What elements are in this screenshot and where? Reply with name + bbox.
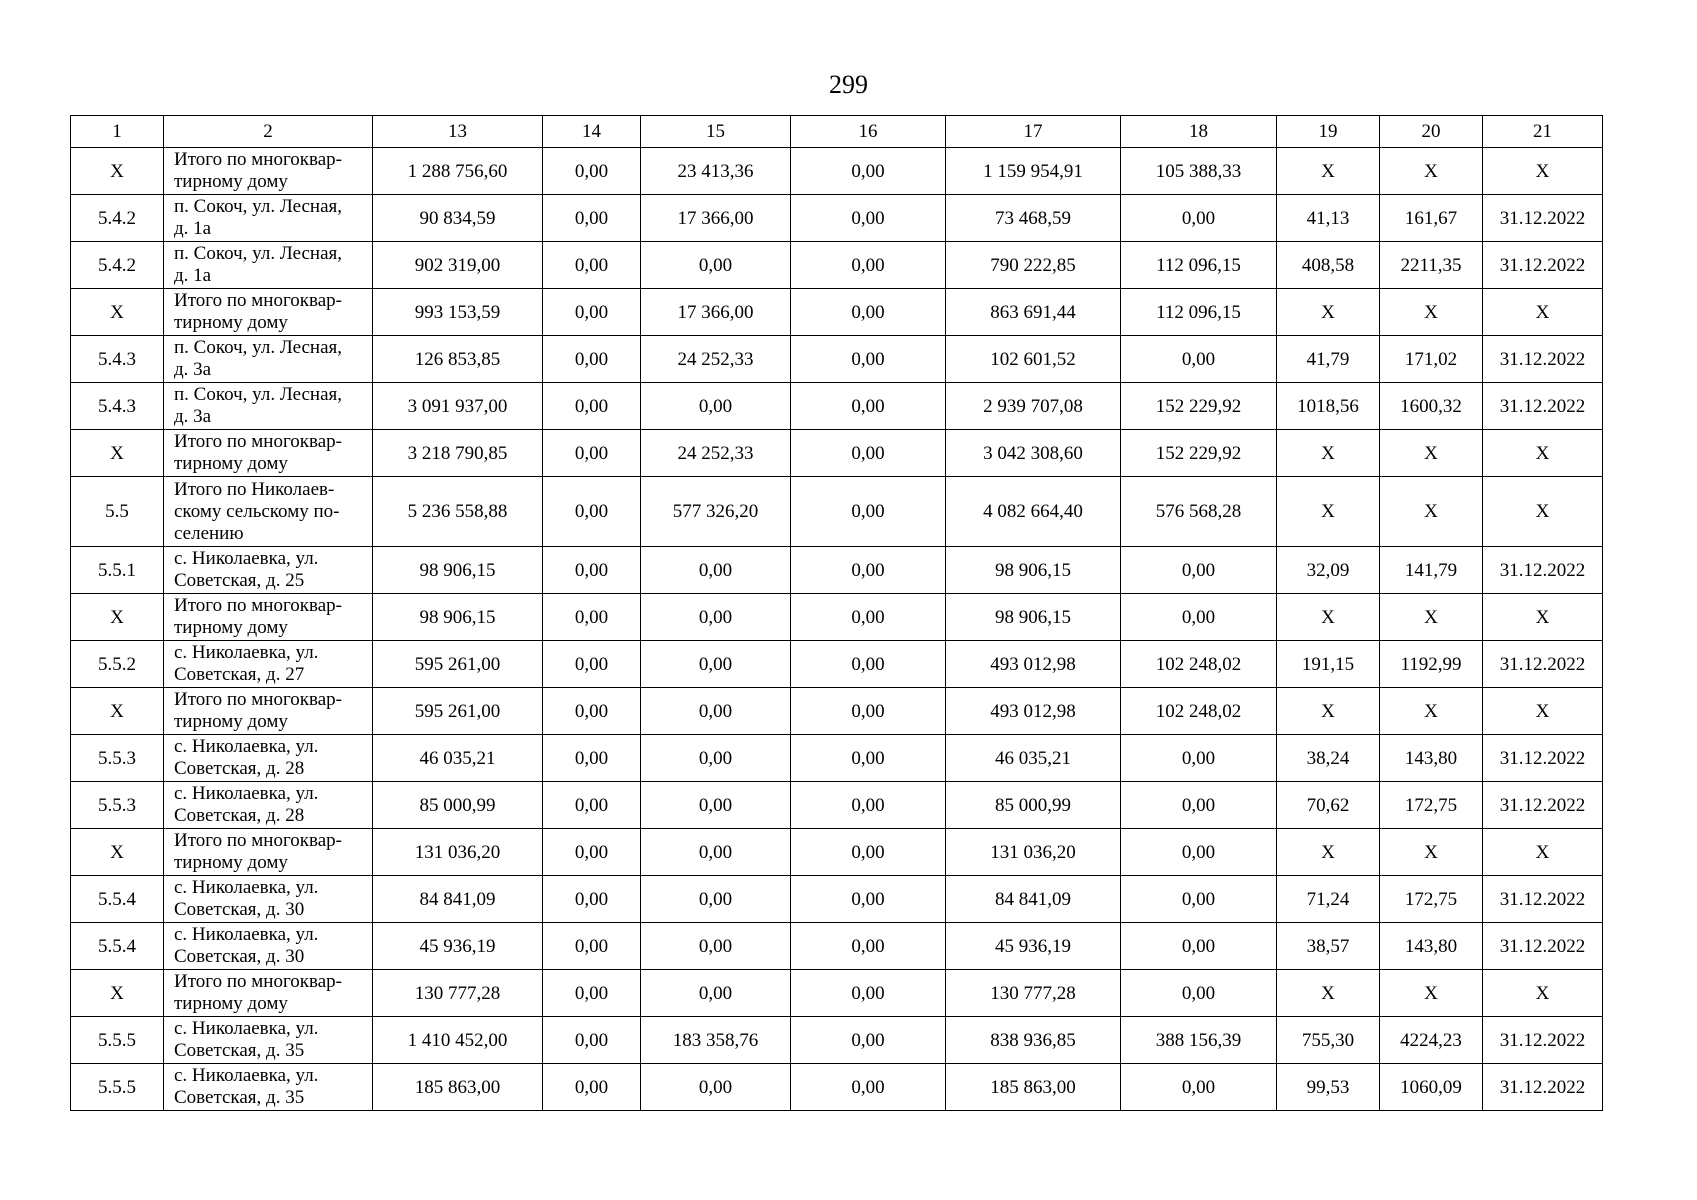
table-cell: 0,00	[543, 289, 641, 336]
table-row	[71, 195, 1603, 242]
table-row	[71, 641, 1603, 688]
table-cell: 84 841,09	[946, 876, 1121, 923]
table-cell: 5.5.1	[71, 547, 164, 594]
table-cell: 71,24	[1277, 876, 1380, 923]
table-cell: 0,00	[641, 1064, 791, 1111]
table-cell: 131 036,20	[373, 829, 543, 876]
table-cell: 17 366,00	[641, 195, 791, 242]
table-row	[71, 477, 1603, 547]
table-cell: 0,00	[791, 430, 946, 477]
table-cell: 41,13	[1277, 195, 1380, 242]
address-cell: п. Сокоч, ул. Лесная, д. 3а	[164, 336, 373, 383]
table-cell: Х	[1483, 594, 1603, 641]
table-cell: Х	[71, 148, 164, 195]
table-cell: 0,00	[791, 970, 946, 1017]
table-cell: 0,00	[1121, 1064, 1277, 1111]
table-row	[71, 688, 1603, 735]
table-cell: 0,00	[791, 148, 946, 195]
address-cell: с. Николаевка, ул. Советская, д. 30	[164, 923, 373, 970]
table-cell: 105 388,33	[1121, 148, 1277, 195]
table-row	[71, 782, 1603, 829]
table-cell: 130 777,28	[946, 970, 1121, 1017]
table-row	[71, 430, 1603, 477]
table-cell: 5.5.5	[71, 1017, 164, 1064]
table-cell: Х	[71, 688, 164, 735]
table-cell: 5.4.2	[71, 242, 164, 289]
table-cell: 0,00	[1121, 829, 1277, 876]
header-row	[71, 116, 1603, 148]
table-cell: 0,00	[641, 829, 791, 876]
table-cell: 0,00	[543, 735, 641, 782]
data-table	[70, 115, 1603, 1111]
table-cell: 0,00	[641, 688, 791, 735]
table-cell: 0,00	[543, 970, 641, 1017]
table-cell: 0,00	[1121, 547, 1277, 594]
table-row	[71, 1017, 1603, 1064]
table-cell: 126 853,85	[373, 336, 543, 383]
table-cell: 3 218 790,85	[373, 430, 543, 477]
table-cell: 0,00	[791, 242, 946, 289]
table-cell: 493 012,98	[946, 688, 1121, 735]
header-cell: 17	[946, 116, 1121, 148]
table-cell: 31.12.2022	[1483, 242, 1603, 289]
table-cell: 90 834,59	[373, 195, 543, 242]
table-row	[71, 383, 1603, 430]
table-cell: 1 159 954,91	[946, 148, 1121, 195]
table-cell: 595 261,00	[373, 641, 543, 688]
table-cell: 5.5.3	[71, 735, 164, 782]
table-cell: 0,00	[791, 641, 946, 688]
table-cell: 183 358,76	[641, 1017, 791, 1064]
table-cell: 0,00	[641, 242, 791, 289]
table-cell: 141,79	[1380, 547, 1483, 594]
table-cell: 131 036,20	[946, 829, 1121, 876]
table-cell: 1018,56	[1277, 383, 1380, 430]
table-cell: 0,00	[543, 1017, 641, 1064]
table-cell: 0,00	[543, 242, 641, 289]
address-cell: с. Николаевка, ул. Советская, д. 28	[164, 782, 373, 829]
address-cell: п. Сокоч, ул. Лесная, д. 1а	[164, 195, 373, 242]
table-cell: 5.4.3	[71, 383, 164, 430]
table-cell: 0,00	[1121, 594, 1277, 641]
header-cell: 13	[373, 116, 543, 148]
table-cell: 99,53	[1277, 1064, 1380, 1111]
table-cell: Х	[1277, 688, 1380, 735]
table-cell: Х	[1277, 430, 1380, 477]
table-cell: 172,75	[1380, 782, 1483, 829]
table-cell: Х	[1380, 970, 1483, 1017]
table-cell: Х	[1483, 688, 1603, 735]
table-cell: 41,79	[1277, 336, 1380, 383]
table-cell: Х	[1277, 477, 1380, 547]
table-cell: Х	[1277, 970, 1380, 1017]
table-cell: 185 863,00	[373, 1064, 543, 1111]
table-cell: 0,00	[641, 923, 791, 970]
table-row	[71, 289, 1603, 336]
table-cell: 5 236 558,88	[373, 477, 543, 547]
table-cell: 46 035,21	[373, 735, 543, 782]
table-cell: Х	[71, 430, 164, 477]
table-cell: 0,00	[791, 688, 946, 735]
table-cell: 0,00	[543, 641, 641, 688]
table-cell: 0,00	[1121, 923, 1277, 970]
table-cell: 993 153,59	[373, 289, 543, 336]
table-cell: Х	[1483, 829, 1603, 876]
header-cell: 18	[1121, 116, 1277, 148]
table-cell: 102 248,02	[1121, 688, 1277, 735]
table-cell: 0,00	[791, 735, 946, 782]
table-cell: Х	[1483, 970, 1603, 1017]
table-cell: 98 906,15	[946, 594, 1121, 641]
table-cell: 172,75	[1380, 876, 1483, 923]
table-cell: Х	[1277, 148, 1380, 195]
table-cell: 5.5.5	[71, 1064, 164, 1111]
table-cell: 130 777,28	[373, 970, 543, 1017]
table-cell: 0,00	[791, 923, 946, 970]
table-row	[71, 923, 1603, 970]
table-cell: 143,80	[1380, 735, 1483, 782]
header-cell: 2	[164, 116, 373, 148]
table-cell: 112 096,15	[1121, 289, 1277, 336]
table-cell: 577 326,20	[641, 477, 791, 547]
table-cell: 31.12.2022	[1483, 383, 1603, 430]
address-cell: Итого по многоквар- тирному дому	[164, 430, 373, 477]
table-cell: 3 042 308,60	[946, 430, 1121, 477]
table-cell: 2 939 707,08	[946, 383, 1121, 430]
address-cell: с. Николаевка, ул. Советская, д. 25	[164, 547, 373, 594]
table-cell: 38,24	[1277, 735, 1380, 782]
table-cell: 1 410 452,00	[373, 1017, 543, 1064]
table-cell: 0,00	[641, 970, 791, 1017]
table-cell: 0,00	[543, 688, 641, 735]
table-cell: 0,00	[791, 383, 946, 430]
table-cell: 0,00	[543, 477, 641, 547]
table-cell: 0,00	[543, 547, 641, 594]
table-cell: 31.12.2022	[1483, 641, 1603, 688]
table-cell: Х	[1380, 289, 1483, 336]
table-cell: 31.12.2022	[1483, 782, 1603, 829]
table-cell: 0,00	[791, 1064, 946, 1111]
table-cell: 0,00	[791, 876, 946, 923]
table-cell: 191,15	[1277, 641, 1380, 688]
table-cell: 171,02	[1380, 336, 1483, 383]
table-cell: 185 863,00	[946, 1064, 1121, 1111]
table-cell: 5.5.4	[71, 876, 164, 923]
table-cell: 595 261,00	[373, 688, 543, 735]
table-cell: 1060,09	[1380, 1064, 1483, 1111]
table-cell: 0,00	[641, 547, 791, 594]
table-cell: 0,00	[543, 195, 641, 242]
table-cell: Х	[1380, 594, 1483, 641]
address-cell: Итого по многоквар- тирному дому	[164, 148, 373, 195]
table-row	[71, 735, 1603, 782]
table-cell: 45 936,19	[946, 923, 1121, 970]
table-cell: 863 691,44	[946, 289, 1121, 336]
table-cell: 0,00	[543, 829, 641, 876]
table-cell: 0,00	[543, 876, 641, 923]
table-cell: 24 252,33	[641, 430, 791, 477]
table-row	[71, 829, 1603, 876]
table-cell: 98 906,15	[946, 547, 1121, 594]
table-cell: 31.12.2022	[1483, 1064, 1603, 1111]
table-cell: 5.4.2	[71, 195, 164, 242]
table-cell: 32,09	[1277, 547, 1380, 594]
table-cell: 755,30	[1277, 1017, 1380, 1064]
table-cell: 5.5.4	[71, 923, 164, 970]
table-cell: Х	[1483, 430, 1603, 477]
table-cell: 5.5	[71, 477, 164, 547]
table-cell: 0,00	[641, 383, 791, 430]
page-number: 299	[829, 70, 868, 99]
address-cell: с. Николаевка, ул. Советская, д. 35	[164, 1017, 373, 1064]
table-row	[71, 336, 1603, 383]
table-cell: 1600,32	[1380, 383, 1483, 430]
table-cell: 0,00	[641, 594, 791, 641]
table-cell: 102 601,52	[946, 336, 1121, 383]
table-cell: 576 568,28	[1121, 477, 1277, 547]
table-row	[71, 242, 1603, 289]
address-cell: Итого по многоквар- тирному дому	[164, 688, 373, 735]
header-cell: 21	[1483, 116, 1603, 148]
table-cell: 31.12.2022	[1483, 547, 1603, 594]
table-cell: 0,00	[791, 477, 946, 547]
table-cell: Х	[1380, 829, 1483, 876]
table-cell: 45 936,19	[373, 923, 543, 970]
table-cell: 85 000,99	[946, 782, 1121, 829]
table-row	[71, 594, 1603, 641]
table-cell: 98 906,15	[373, 547, 543, 594]
table-cell: 0,00	[641, 641, 791, 688]
table-cell: 0,00	[641, 876, 791, 923]
table-cell: 112 096,15	[1121, 242, 1277, 289]
table-cell: 0,00	[1121, 195, 1277, 242]
table-cell: 0,00	[1121, 782, 1277, 829]
table-cell: 1192,99	[1380, 641, 1483, 688]
table-cell: 1 288 756,60	[373, 148, 543, 195]
table-cell: 0,00	[791, 336, 946, 383]
table-cell: 5.4.3	[71, 336, 164, 383]
table-cell: Х	[1483, 148, 1603, 195]
table-cell: 46 035,21	[946, 735, 1121, 782]
table-cell: Х	[71, 594, 164, 641]
table-cell: 0,00	[543, 430, 641, 477]
table-cell: 0,00	[791, 547, 946, 594]
header-cell: 20	[1380, 116, 1483, 148]
table-cell: Х	[1277, 829, 1380, 876]
address-cell: Итого по многоквар- тирному дому	[164, 970, 373, 1017]
table-cell: 73 468,59	[946, 195, 1121, 242]
table-cell: 152 229,92	[1121, 430, 1277, 477]
table-cell: 70,62	[1277, 782, 1380, 829]
address-cell: с. Николаевка, ул. Советская, д. 35	[164, 1064, 373, 1111]
table-cell: 0,00	[791, 829, 946, 876]
address-cell: с. Николаевка, ул. Советская, д. 28	[164, 735, 373, 782]
table-row	[71, 547, 1603, 594]
table-cell: 23 413,36	[641, 148, 791, 195]
table-cell: 0,00	[1121, 970, 1277, 1017]
table-cell: 388 156,39	[1121, 1017, 1277, 1064]
table-cell: 31.12.2022	[1483, 1017, 1603, 1064]
header-cell: 1	[71, 116, 164, 148]
address-cell: п. Сокоч, ул. Лесная, д. 3а	[164, 383, 373, 430]
table-cell: 838 936,85	[946, 1017, 1121, 1064]
table-cell: 85 000,99	[373, 782, 543, 829]
table-cell: 31.12.2022	[1483, 195, 1603, 242]
table-cell: 152 229,92	[1121, 383, 1277, 430]
table-cell: 38,57	[1277, 923, 1380, 970]
table-cell: Х	[1380, 430, 1483, 477]
header-cell: 15	[641, 116, 791, 148]
address-cell: п. Сокоч, ул. Лесная, д. 1а	[164, 242, 373, 289]
table-cell: 3 091 937,00	[373, 383, 543, 430]
table-cell: 98 906,15	[373, 594, 543, 641]
table-cell: 902 319,00	[373, 242, 543, 289]
table-cell: 0,00	[543, 923, 641, 970]
table-cell: Х	[71, 970, 164, 1017]
table-cell: Х	[71, 829, 164, 876]
table-cell: 24 252,33	[641, 336, 791, 383]
table-cell: 4 082 664,40	[946, 477, 1121, 547]
table-cell: 0,00	[791, 195, 946, 242]
table-cell: 5.5.2	[71, 641, 164, 688]
table-cell: Х	[1483, 477, 1603, 547]
table-body	[71, 116, 1603, 1111]
table-cell: 0,00	[543, 1064, 641, 1111]
table-cell: 0,00	[791, 1017, 946, 1064]
table-cell: 161,67	[1380, 195, 1483, 242]
table-cell: Х	[1380, 688, 1483, 735]
table-cell: 0,00	[791, 782, 946, 829]
table-cell: 102 248,02	[1121, 641, 1277, 688]
header-cell: 16	[791, 116, 946, 148]
table-cell: 0,00	[543, 383, 641, 430]
table-cell: 31.12.2022	[1483, 923, 1603, 970]
table-cell: Х	[1380, 148, 1483, 195]
address-cell: с. Николаевка, ул. Советская, д. 30	[164, 876, 373, 923]
table-cell: 790 222,85	[946, 242, 1121, 289]
table-cell: 4224,23	[1380, 1017, 1483, 1064]
table-cell: Х	[71, 289, 164, 336]
table-cell: 0,00	[791, 289, 946, 336]
table-cell: 0,00	[641, 782, 791, 829]
table-cell: Х	[1380, 477, 1483, 547]
table-cell: 0,00	[543, 594, 641, 641]
address-cell: Итого по многоквар- тирному дому	[164, 594, 373, 641]
table-cell: 0,00	[1121, 735, 1277, 782]
table-cell: 0,00	[1121, 336, 1277, 383]
table-row	[71, 876, 1603, 923]
table-cell: Х	[1277, 594, 1380, 641]
header-cell: 19	[1277, 116, 1380, 148]
table-cell: 0,00	[1121, 876, 1277, 923]
header-cell: 14	[543, 116, 641, 148]
table-row	[71, 1064, 1603, 1111]
table-row	[71, 148, 1603, 195]
table-cell: 0,00	[543, 782, 641, 829]
table-cell: 2211,35	[1380, 242, 1483, 289]
table-cell: 31.12.2022	[1483, 876, 1603, 923]
table-cell: 408,58	[1277, 242, 1380, 289]
table-cell: 0,00	[791, 594, 946, 641]
table-cell: 493 012,98	[946, 641, 1121, 688]
table-cell: 0,00	[543, 148, 641, 195]
table-cell: Х	[1483, 289, 1603, 336]
table-row	[71, 970, 1603, 1017]
address-cell: Итого по многоквар- тирному дому	[164, 829, 373, 876]
table-cell: 5.5.3	[71, 782, 164, 829]
table-cell: 17 366,00	[641, 289, 791, 336]
table-cell: 143,80	[1380, 923, 1483, 970]
table-cell: 0,00	[543, 336, 641, 383]
address-cell: Итого по многоквар- тирному дому	[164, 289, 373, 336]
table-cell: 31.12.2022	[1483, 336, 1603, 383]
address-cell: с. Николаевка, ул. Советская, д. 27	[164, 641, 373, 688]
table-cell: 0,00	[641, 735, 791, 782]
table-cell: 84 841,09	[373, 876, 543, 923]
table-cell: Х	[1277, 289, 1380, 336]
table-cell: 31.12.2022	[1483, 735, 1603, 782]
address-cell: Итого по Николаев- скому сельскому по- селению	[164, 477, 373, 547]
